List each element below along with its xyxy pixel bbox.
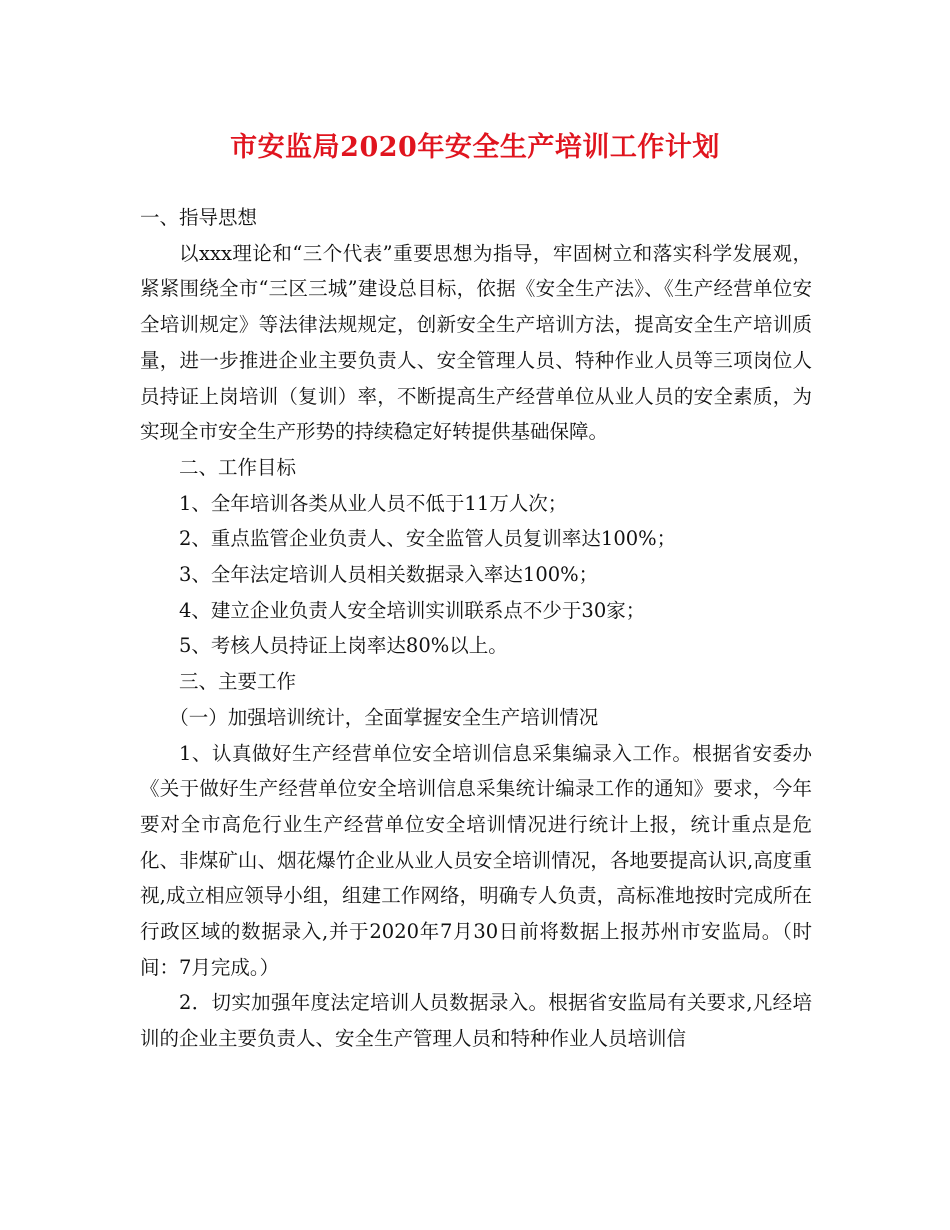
goal-item-3: 3、全年法定培训人员相关数据录入率达100%；	[179, 563, 599, 587]
subsection-heading-training-statistics: （一）加强培训统计，全面掌握安全生产培训情况	[169, 705, 599, 729]
goal-item-4: 4、建立企业负责人安全培训实训联系点不少于30家；	[179, 598, 646, 622]
goal-item-2: 2、重点监管企业负责人、安全监管人员复训率达100%；	[179, 527, 677, 551]
goal-item-1: 1、全年培训各类从业人员不低于11万人次；	[179, 491, 568, 515]
document-body	[140, 200, 812, 1057]
paragraph-guiding-ideology: 以xxx理论和“三个代表”重要思想为指导，牢固树立和落实科学发展观，紧紧围绕全市“三区三城”建设总目标，依据《安全生产法》、《生产经营单位安全培训规定》等法律法规规定，创新安全生产培训方法，提高安全生产培训质量，进一步推进企业主要负责人、安全管理人员、特种作业人员等三项岗位人员持证上岗培训（复训）率，不断提高生产经营单位从业人员的安全素质，为实现全市安全生产形势的持续稳定好转提供基础保障。	[140, 241, 812, 444]
section-heading-main-work: 三、主要工作	[179, 670, 297, 694]
goal-item-5: 5、考核人员持证上岗率达80%以上。	[179, 634, 508, 658]
paragraph-work-item-2: 2．切实加强年度法定培训人员数据录入。根据省安监局有关要求,凡经培训的企业主要负责人、安全生产管理人员和特种作业人员培训信	[140, 991, 812, 1051]
section-heading-work-goals: 二、工作目标	[179, 455, 297, 479]
document-title: 市安监局2020年安全生产培训工作计划	[230, 132, 720, 163]
paragraph-work-item-1: 1、认真做好生产经营单位安全培训信息采集编录入工作。根据省安委办《关于做好生产经营单位安全培训信息采集统计编录工作的通知》要求，今年要对全市高危行业生产经营单位安全培训情况进行统计上报，统计重点是危化、非煤矿山、烟花爆竹企业从业人员安全培训情况，各地要提高认识,高度重视,成立相应领导小组，组建工作网络，明确专人负责，高标准地按时完成所在行政区域的数据录入,并于2020年7月30日前将数据上报苏州市安监局。（时间：7月完成。）	[140, 741, 812, 979]
section-heading-guiding-ideology: 一、指导思想	[140, 206, 258, 229]
